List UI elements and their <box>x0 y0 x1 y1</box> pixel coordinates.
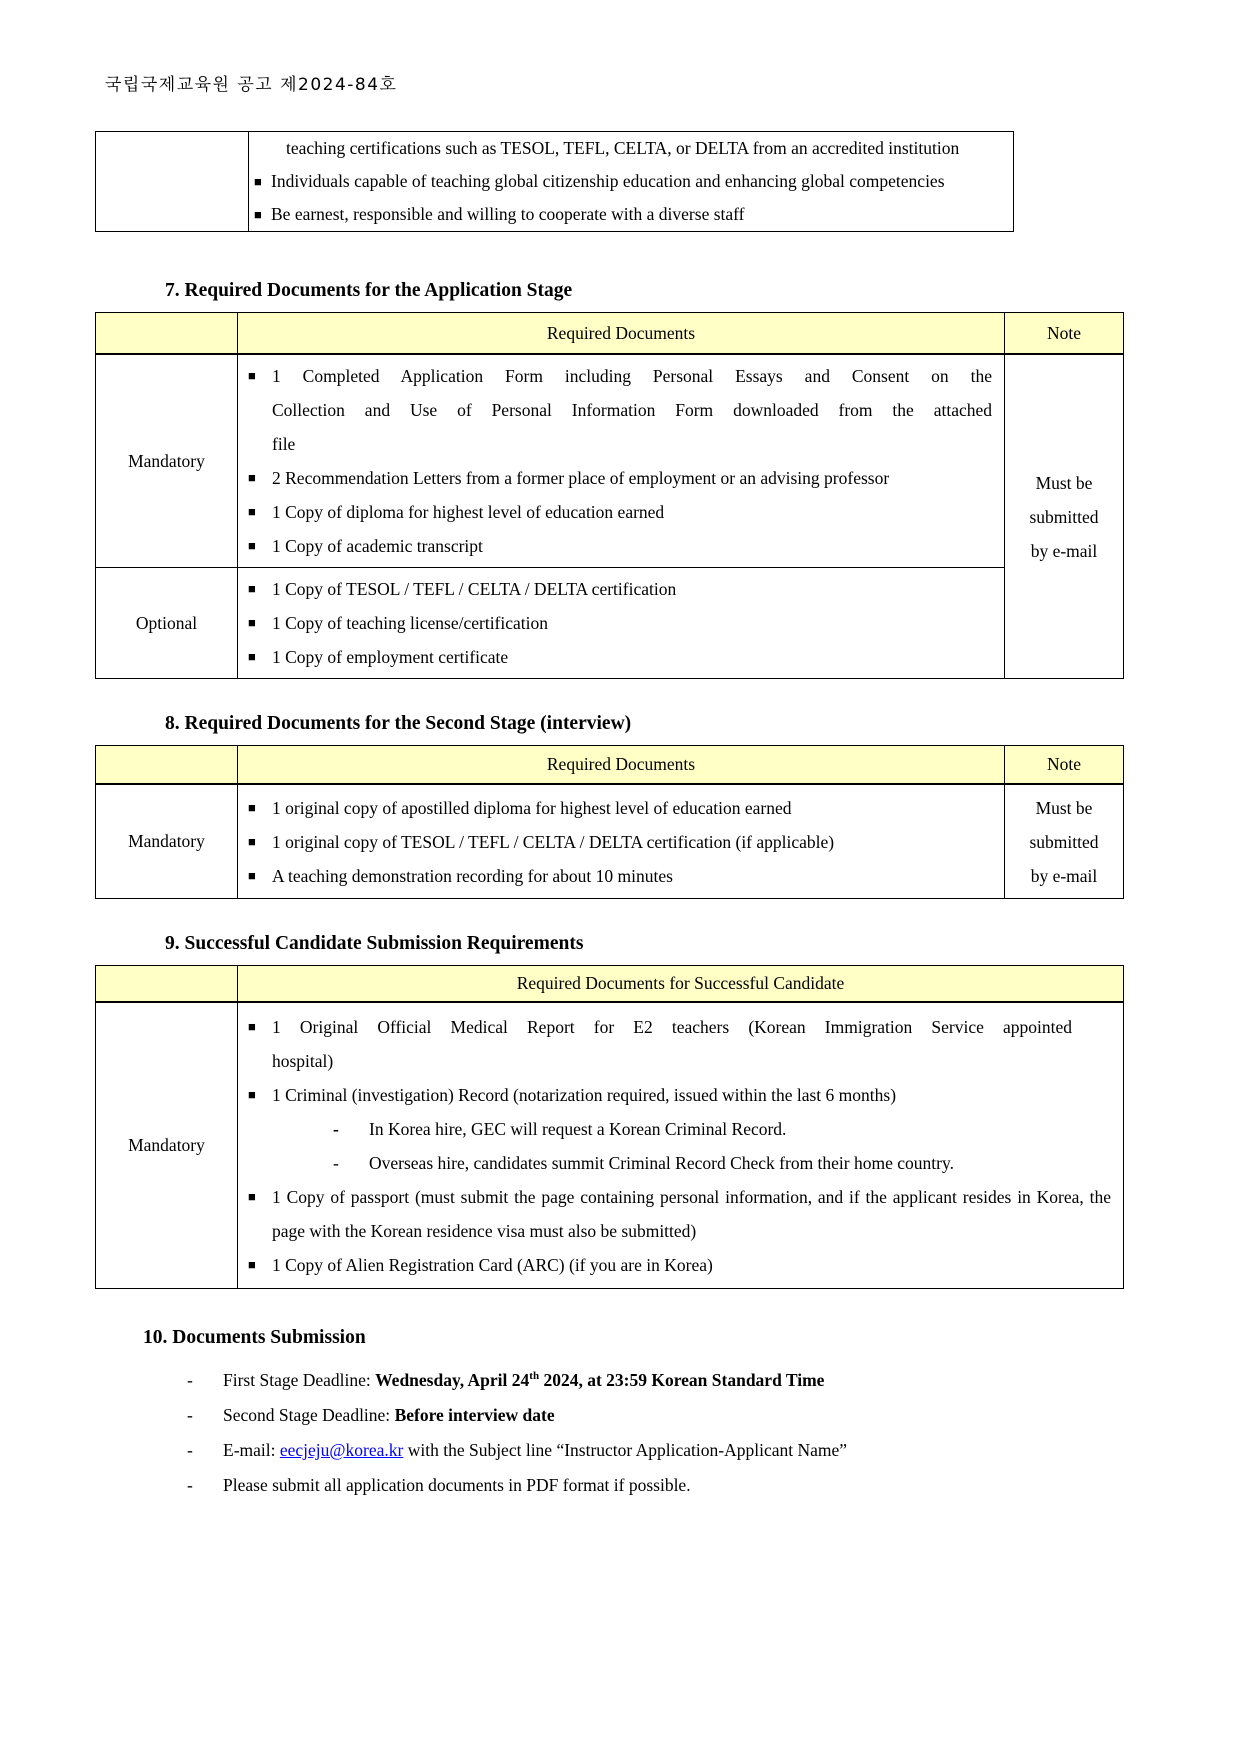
square-bullet-icon: ■ <box>248 1086 256 1102</box>
note-header: Note <box>1005 313 1124 355</box>
square-bullet-icon: ■ <box>248 1256 256 1272</box>
deadline-value: Before interview date <box>394 1405 555 1425</box>
document-sub-item-text: Overseas hire, candidates summit Criminal Record Check from their home country. <box>369 1152 954 1173</box>
document-item <box>248 529 994 563</box>
row-label-optional: Optional <box>96 568 238 679</box>
document-item <box>248 572 994 606</box>
document-items-cell <box>238 568 1005 679</box>
dash-icon: - <box>187 1405 193 1425</box>
note-line: by e-mail <box>1030 540 1098 561</box>
table-header-row <box>96 746 1124 785</box>
note-line: submitted <box>1029 831 1099 852</box>
square-bullet-icon: ■ <box>254 207 262 222</box>
square-bullet-icon: ■ <box>248 649 256 664</box>
table-header-row <box>96 313 1124 355</box>
email-suffix: with the Subject line “Instructor Application-Applicant Name” <box>403 1440 848 1460</box>
document-item <box>248 1248 1113 1282</box>
document-item-text: 1 Copy of TESOL / TEFL / CELTA / DELTA certification <box>272 579 677 599</box>
deadline-label: Second Stage Deadline: <box>223 1405 395 1425</box>
document-items-cell <box>238 354 1005 568</box>
square-bullet-icon: ■ <box>248 799 256 815</box>
note-line: submitted <box>1029 506 1099 527</box>
email-label: E-mail: <box>223 1440 280 1460</box>
required-documents-header: Required Documents <box>238 313 1005 355</box>
square-bullet-icon: ■ <box>248 1018 256 1034</box>
square-bullet-icon: ■ <box>248 581 256 596</box>
submission-item-text: Please submit all application documents in PDF format if possible. <box>223 1475 691 1495</box>
empty-header-cell <box>96 966 238 1003</box>
square-bullet-icon: ■ <box>248 538 256 553</box>
documents-submission-list <box>187 1363 1241 1503</box>
required-documents-header: Required Documents for Successful Candidate <box>238 966 1124 1003</box>
note-cell <box>1005 784 1124 899</box>
successful-candidate-documents-table <box>95 965 1124 1289</box>
document-item <box>248 1010 1113 1078</box>
note-line: by e-mail <box>1030 865 1098 886</box>
square-bullet-icon: ■ <box>248 470 256 485</box>
submission-item-text <box>223 1363 1241 1398</box>
note-header: Note <box>1005 746 1124 785</box>
note-line: Must be <box>1035 472 1093 493</box>
section8-heading: 8. Required Documents for the Second Stage (interview) <box>165 713 632 734</box>
square-bullet-icon: ■ <box>248 615 256 630</box>
table-header-row <box>96 966 1124 1003</box>
qualification-item <box>254 165 1008 198</box>
application-stage-documents-table <box>95 312 1124 679</box>
dash-icon: - <box>187 1440 193 1460</box>
document-item <box>248 859 994 893</box>
document-item-text: 2 Recommendation Letters from a former place of employment or an advising professor <box>272 468 890 488</box>
row-label-mandatory: Mandatory <box>96 1002 238 1289</box>
deadline-label: First Stage Deadline: <box>223 1370 376 1390</box>
deadline-value: Wednesday, April 24th 2024, at 23:59 Korean Standard Time <box>375 1370 825 1390</box>
table-row-mandatory <box>96 784 1124 899</box>
document-item-text: 1 Copy of passport (must submit the page containing personal information, and if the applicant resides in Korea, the page with the Korean residence visa must also be submitted) <box>272 1186 1111 1241</box>
square-bullet-icon: ■ <box>254 174 262 189</box>
dash-icon: - <box>333 1118 339 1139</box>
row-label-mandatory: Mandatory <box>96 354 238 568</box>
document-item-text: 1 Original Official Medical Report for E2 teachers (Korean Immigration Service appointed hospital) <box>272 1016 1072 1071</box>
document-item-text: 1 Copy of employment certificate <box>272 647 509 667</box>
document-sub-item <box>248 1146 1113 1180</box>
section10-heading: 10. Documents Submission <box>143 1327 366 1348</box>
square-bullet-icon: ■ <box>248 368 256 383</box>
qualification-items-cell <box>249 132 1014 232</box>
email-link[interactable]: eecjeju@korea.kr <box>279 1440 404 1460</box>
document-item-text: A teaching demonstration recording for about 10 minutes <box>272 865 673 886</box>
document-item-text: 1 Copy of diploma for highest level of education earned <box>272 502 665 522</box>
document-item-text: 1 original copy of apostilled diploma for highest level of education earned <box>272 797 792 818</box>
document-items-cell <box>238 784 1005 899</box>
empty-header-cell <box>96 313 238 355</box>
notice-number: 국립국제교육원 공고 제2024-84호 <box>105 75 398 95</box>
document-item <box>248 791 994 825</box>
qualification-item <box>254 198 1008 231</box>
qualification-item-text: Individuals capable of teaching global citizenship education and enhancing global competencies <box>271 171 945 191</box>
document-item <box>248 606 994 640</box>
table-row-mandatory <box>96 1002 1124 1289</box>
row-label-mandatory: Mandatory <box>96 784 238 899</box>
document-item <box>248 1180 1113 1248</box>
submission-item-first-deadline <box>187 1363 1241 1398</box>
document-sub-item-text: In Korea hire, GEC will request a Korean Criminal Record. <box>369 1118 787 1139</box>
document-items-cell <box>238 1002 1124 1289</box>
document-sub-item <box>248 1112 1113 1146</box>
document-item <box>248 1078 1113 1112</box>
document-item-text: 1 original copy of TESOL / TEFL / CELTA / DELTA certification (if applicable) <box>272 831 835 852</box>
submission-item-text <box>223 1398 1241 1433</box>
note-cell <box>1005 354 1124 679</box>
table-row-optional <box>96 568 1124 679</box>
document-item-text: 1 Copy of teaching license/certification <box>272 613 549 633</box>
square-bullet-icon: ■ <box>248 504 256 519</box>
qualification-item-text: Be earnest, responsible and willing to cooperate with a diverse staff <box>271 204 745 224</box>
dash-icon: - <box>187 1475 193 1495</box>
ordinal-superscript: th <box>529 1370 540 1383</box>
required-documents-header: Required Documents <box>238 746 1005 785</box>
document-item <box>248 461 994 495</box>
qualification-item-text: teaching certifications such as TESOL, TEFL, CELTA, or DELTA from an accredited institution <box>286 138 960 158</box>
square-bullet-icon: ■ <box>248 867 256 883</box>
submission-item-second-deadline <box>187 1398 1241 1433</box>
submission-item-email <box>187 1433 1241 1468</box>
square-bullet-icon: ■ <box>248 833 256 849</box>
section7-heading: 7. Required Documents for the Application Stage <box>165 280 573 301</box>
submission-item-pdf-note <box>187 1468 1241 1503</box>
square-bullet-icon: ■ <box>248 1188 256 1204</box>
document-item <box>248 495 994 529</box>
document-item-text: 1 Completed Application Form including Personal Essays and Consent on the Collection and Use of Personal Information Form downloaded from the attached file <box>272 366 992 454</box>
dash-icon: - <box>187 1370 193 1390</box>
section9-heading: 9. Successful Candidate Submission Requirements <box>165 933 584 954</box>
document-item <box>248 825 994 859</box>
note-line: Must be <box>1035 797 1093 818</box>
document-item-text: 1 Criminal (investigation) Record (notarization required, issued within the last 6 months) <box>272 1084 897 1105</box>
document-item <box>248 359 994 461</box>
empty-label-cell <box>96 132 249 232</box>
document-item-text: 1 Copy of Alien Registration Card (ARC) (if you are in Korea) <box>272 1254 713 1275</box>
empty-header-cell <box>96 746 238 785</box>
document-item-text: 1 Copy of academic transcript <box>272 536 483 556</box>
submission-item-text <box>223 1433 1241 1468</box>
qualifications-continuation-table <box>95 131 1014 232</box>
table-row-mandatory <box>96 354 1124 568</box>
second-stage-documents-table <box>95 745 1124 899</box>
document-item <box>248 640 994 674</box>
dash-icon: - <box>333 1152 339 1173</box>
qualification-item <box>254 132 1008 165</box>
